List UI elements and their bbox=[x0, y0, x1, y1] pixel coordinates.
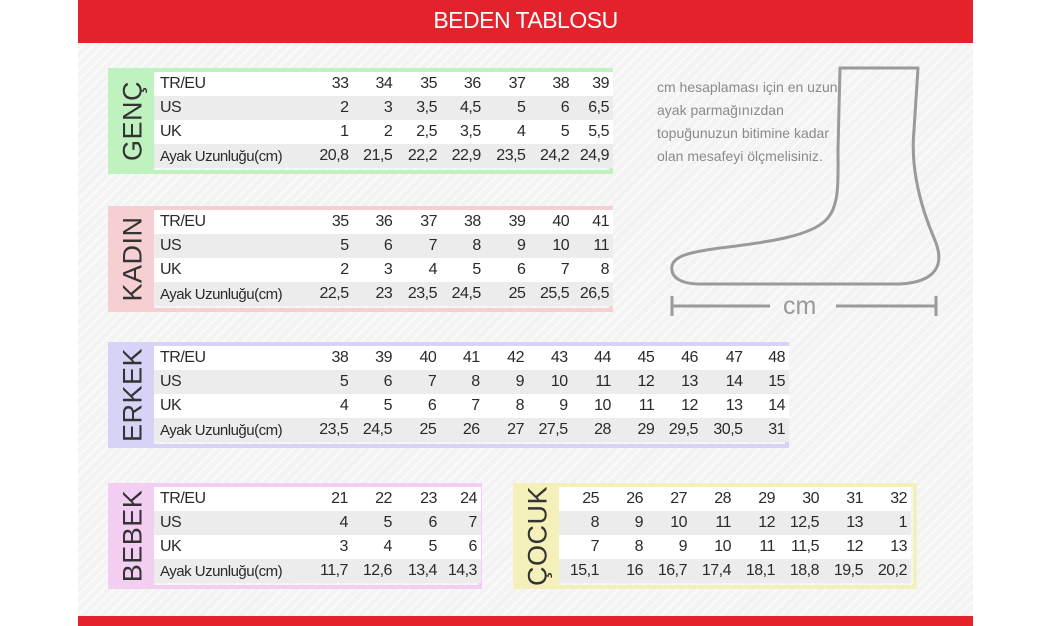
table-row: UK 1 2 2,5 3,5 4 5 5,5 bbox=[154, 120, 613, 144]
size-table-kadin bbox=[108, 206, 613, 312]
table-row: Ayak Uzunluğu(cm) 20,8 21,5 22,2 22,9 23,5 24,2 24,9 bbox=[154, 144, 613, 168]
table-row: UK 3 4 5 6 bbox=[154, 535, 481, 559]
table-row: 25 26 27 28 29 30 31 32 bbox=[559, 487, 911, 511]
table-row: 8 9 10 11 12 12,5 13 1 bbox=[559, 511, 911, 535]
size-table-genc bbox=[108, 68, 613, 174]
table-row: TR/EU 38 39 40 41 42 43 44 45 46 47 48 bbox=[154, 346, 789, 370]
kadin-table bbox=[154, 210, 613, 306]
section-label-cocuk: ÇOCUK bbox=[522, 485, 553, 587]
table-row: Ayak Uzunluğu(cm) 22,5 23 23,5 24,5 25 25,5 26,5 bbox=[154, 282, 613, 306]
page-title: BEDEN TABLOSU bbox=[433, 7, 618, 33]
table-row: US 4 5 6 7 bbox=[154, 511, 481, 535]
table-row: TR/EU 21 22 23 24 bbox=[154, 487, 481, 511]
table-row: TR/EU 35 36 37 38 39 40 41 bbox=[154, 210, 613, 234]
table-row: TR/EU 33 34 35 36 37 38 39 bbox=[154, 72, 613, 96]
table-row: 7 8 9 10 11 11,5 12 13 bbox=[559, 535, 911, 559]
table-row: US 5 6 7 8 9 10 11 12 13 14 15 bbox=[154, 370, 789, 394]
table-row: US 2 3 3,5 4,5 5 6 6,5 bbox=[154, 96, 613, 120]
section-label-erkek: ERKEK bbox=[117, 347, 148, 443]
header-bar bbox=[78, 0, 973, 43]
section-label-kadin: KADIN bbox=[117, 216, 148, 302]
section-label-bebek: BEBEK bbox=[117, 489, 148, 583]
table-row: Ayak Uzunluğu(cm) 11,7 12,6 13,4 14,3 bbox=[154, 559, 481, 583]
size-table-erkek bbox=[108, 342, 789, 448]
measure-unit-label: cm bbox=[783, 292, 817, 320]
size-table-cocuk bbox=[513, 483, 917, 589]
measurement-note: cm hesaplaması için en uzun ayak parmağınızdan topuğunuzun bitimine kadar olan mesafeyi ölçmelisiniz. bbox=[657, 79, 838, 164]
table-row: UK 2 3 4 5 6 7 8 bbox=[154, 258, 613, 282]
table-row: 15,1 16 16,7 17,4 18,1 18,8 19,5 20,2 bbox=[559, 559, 911, 583]
bebek-table bbox=[154, 487, 481, 583]
footer-bar bbox=[78, 616, 973, 626]
erkek-table bbox=[154, 346, 789, 442]
size-table-bebek bbox=[108, 483, 482, 589]
table-row: Ayak Uzunluğu(cm) 23,5 24,5 25 26 27 27,5 28 29 29,5 30,5 31 bbox=[154, 418, 789, 442]
foot-outline-icon bbox=[660, 60, 950, 320]
table-row: UK 4 5 6 7 8 9 10 11 12 13 14 bbox=[154, 394, 789, 418]
table-row: US 5 6 7 8 9 10 11 bbox=[154, 234, 613, 258]
section-label-genc: GENÇ bbox=[117, 80, 148, 162]
genc-table bbox=[154, 72, 613, 168]
cocuk-table bbox=[559, 487, 911, 583]
